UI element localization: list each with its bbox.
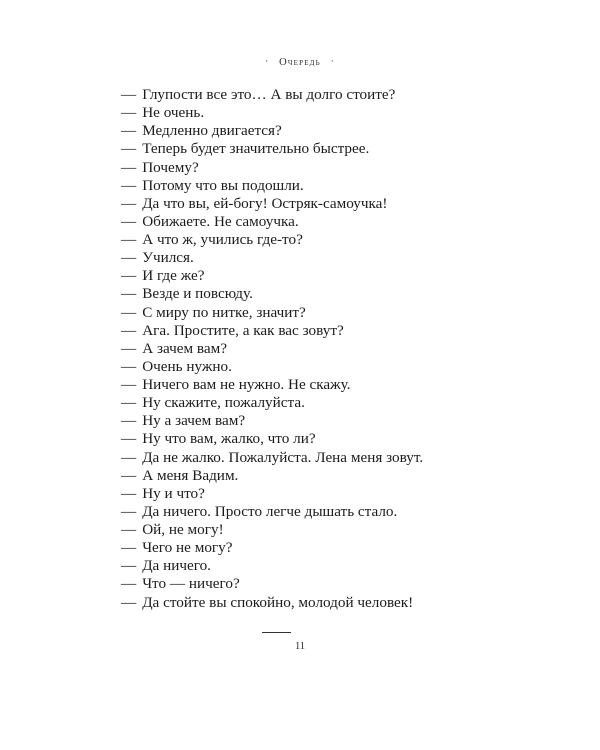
dialogue-line xyxy=(121,575,423,593)
dialogue-dash: — xyxy=(121,557,137,575)
dialogue-line-text: Чего не могу? xyxy=(142,539,233,557)
dialogue-line-text: А меня Вадим. xyxy=(142,466,239,484)
dialogue-dash: — xyxy=(121,249,137,267)
dialogue-line xyxy=(121,358,423,376)
dialogue-line-text: Обижаете. Не самоучка. xyxy=(142,212,299,230)
dialogue-line-text: А что ж, учились где-то? xyxy=(142,231,303,248)
dialogue-line xyxy=(121,159,423,177)
dialogue-line-text: Ну что вам, жалко, что ли? xyxy=(142,430,316,448)
dialogue-dash: — xyxy=(121,412,137,430)
dialogue-line xyxy=(121,503,423,521)
dialogue-dash: — xyxy=(121,593,137,611)
dialogue-line xyxy=(121,104,423,122)
dialogue-line-text: Очень нужно. xyxy=(142,357,232,375)
dialogue-line xyxy=(121,140,423,158)
dialogue-dash: — xyxy=(121,448,137,466)
dialogue-line-text: Ой, не могу! xyxy=(142,521,224,538)
dialogue-dash: — xyxy=(121,194,137,212)
dialogue-dash: — xyxy=(121,176,137,194)
dialogue-dash: — xyxy=(121,158,137,176)
dialogue-line xyxy=(121,521,423,539)
dialogue-line-text: Да стойте вы спокойно, молодой человек! xyxy=(142,593,414,611)
dialogue-line-text: Теперь будет значительно быстрее. xyxy=(142,140,370,158)
dialogue-line xyxy=(121,394,423,412)
dialogue-dash: — xyxy=(121,502,137,520)
dialogue-line xyxy=(121,340,423,358)
running-head xyxy=(0,57,600,68)
dialogue-dash: — xyxy=(121,430,137,448)
dialogue-line-text: С миру по нитке, значит? xyxy=(142,303,306,321)
dialogue-dash: — xyxy=(121,357,137,375)
dialogue-line-text: Да не жалко. Пожалуйста. Лена меня зовут. xyxy=(142,448,424,466)
dialogue-line xyxy=(121,304,423,322)
dialogue-line-text: А зачем вам? xyxy=(142,339,227,357)
ornament-left: · xyxy=(265,56,270,66)
dialogue-line-text: Ничего вам не нужно. Не скажу. xyxy=(142,376,351,393)
dialogue-line xyxy=(121,430,423,448)
chapter-title: Очередь xyxy=(279,57,321,68)
dialogue-line-text: Да что вы, ей-богу! Остряк-самоучка! xyxy=(142,194,388,212)
dialogue-line-text: Потому что вы подошли. xyxy=(142,176,304,194)
dialogue-line xyxy=(121,539,423,557)
dialogue-line xyxy=(121,86,423,104)
dialogue-dash: — xyxy=(121,521,137,538)
footer-rule xyxy=(262,632,291,633)
dialogue-text xyxy=(121,86,423,612)
dialogue-line xyxy=(121,267,423,285)
dialogue-dash: — xyxy=(121,285,137,303)
dialogue-line-text: И где же? xyxy=(142,267,205,285)
dialogue-dash: — xyxy=(121,267,137,285)
dialogue-dash: — xyxy=(121,122,137,140)
dialogue-line xyxy=(121,213,423,231)
dialogue-dash: — xyxy=(121,104,137,122)
dialogue-dash: — xyxy=(121,466,137,484)
dialogue-line xyxy=(121,195,423,213)
dialogue-line xyxy=(121,557,423,575)
dialogue-line xyxy=(121,177,423,195)
dialogue-dash: — xyxy=(121,231,137,248)
dialogue-dash: — xyxy=(121,86,137,103)
page-number: 11 xyxy=(294,641,306,652)
dialogue-line-text: Ну а зачем вам? xyxy=(142,412,246,430)
dialogue-line-text: Почему? xyxy=(142,158,199,176)
dialogue-line xyxy=(121,231,423,249)
dialogue-line-text: Учился. xyxy=(142,249,194,267)
dialogue-line-text: Ну и что? xyxy=(142,484,205,502)
dialogue-dash: — xyxy=(121,394,137,412)
dialogue-dash: — xyxy=(121,212,137,230)
dialogue-line-text: Ну скажите, пожалуйста. xyxy=(142,394,305,412)
dialogue-line-text: Глупости все это… А вы долго стоите? xyxy=(142,86,396,103)
dialogue-dash: — xyxy=(121,575,137,593)
dialogue-line xyxy=(121,412,423,430)
dialogue-line xyxy=(121,249,423,267)
ornament-right: · xyxy=(330,56,335,66)
dialogue-dash: — xyxy=(121,539,137,557)
dialogue-line-text: Медленно двигается? xyxy=(142,122,282,140)
dialogue-line xyxy=(121,122,423,140)
dialogue-line-text: Не очень. xyxy=(142,104,205,122)
dialogue-line-text: Да ничего. xyxy=(142,557,211,575)
dialogue-dash: — xyxy=(121,140,137,158)
dialogue-line-text: Да ничего. Просто легче дышать стало. xyxy=(142,502,398,520)
dialogue-dash: — xyxy=(121,303,137,321)
dialogue-line-text: Везде и повсюду. xyxy=(142,285,253,303)
dialogue-line-text: Что — ничего? xyxy=(142,575,240,593)
dialogue-dash: — xyxy=(121,484,137,502)
dialogue-line xyxy=(121,449,423,467)
dialogue-dash: — xyxy=(121,376,137,393)
dialogue-line-text: Ага. Простите, а как вас зовут? xyxy=(142,321,344,339)
dialogue-line xyxy=(121,285,423,303)
dialogue-dash: — xyxy=(121,339,137,357)
dialogue-line xyxy=(121,467,423,485)
dialogue-line xyxy=(121,322,423,340)
dialogue-dash: — xyxy=(121,321,137,339)
dialogue-line xyxy=(121,485,423,503)
dialogue-line xyxy=(121,594,423,612)
dialogue-line xyxy=(121,376,423,394)
